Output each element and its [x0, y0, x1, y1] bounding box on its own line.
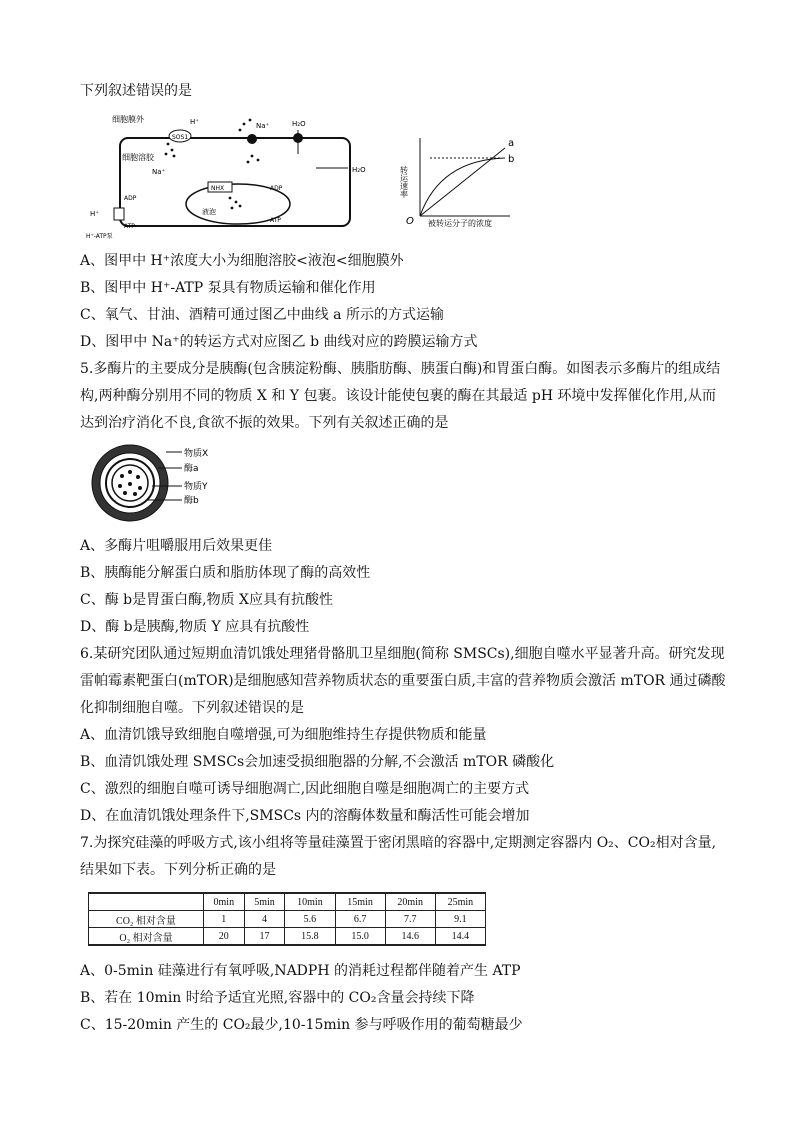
table-cell: 6.7: [335, 911, 385, 928]
q5-option-b: B、胰酶能分解蛋白质和脂肪体现了酶的高效性: [80, 565, 371, 581]
table-cell: 1: [203, 911, 244, 928]
table-header-row: [89, 893, 486, 911]
table-header-cell: 25min: [435, 893, 485, 911]
table-cell: 14.6: [385, 928, 435, 946]
label-outside: 细胞膜外: [112, 115, 144, 124]
table-cell: 17: [244, 928, 285, 946]
q5-option-c: C、酶 b是胃蛋白酶,物质 X应具有抗酸性: [80, 592, 333, 608]
table-header-cell: 20min: [385, 893, 435, 911]
q6-option-d: D、在血清饥饿处理条件下,SMSCs 内的溶酶体数量和酶活性可能会增加: [80, 808, 530, 824]
label-na-left: Na⁺: [152, 168, 166, 176]
cell-transport-diagram: [80, 108, 530, 243]
table-header-cell: [89, 893, 204, 911]
q7-option-c: C、15-20min 产生的 CO₂最少,10-15min 参与呼吸作用的葡萄糖最少: [80, 1017, 523, 1033]
table-cell: 20: [203, 928, 244, 946]
q6-option-b: B、血清饥饿处理 SMSCs会加速受损细胞器的分解,不会激活 mTOR 磷酸化: [80, 754, 555, 770]
label-h-top: H⁺: [190, 118, 199, 126]
label-origin: O: [406, 216, 414, 227]
q6-option-a: A、血清饥饿导致细胞自噬增强,可为细胞维持生存提供物质和能量: [80, 727, 487, 743]
q6-stem-1: 6.某研究团队通过短期血清饥饿处理猪骨骼肌卫星细胞(简称 SMSCs),细胞自噬水平显著升高。研究发现: [80, 646, 725, 662]
enzyme-tablet-diagram: [88, 442, 248, 524]
label-substance-x: 物质X: [184, 449, 209, 459]
q7-option-a: A、0-5min 硅藻进行有氧呼吸,NADPH 的消耗过程都伴随着产生 ATP: [80, 963, 521, 979]
q5-stem-1: 5.多酶片的主要成分是胰酶(包含胰淀粉酶、胰脂肪酶、胰蛋白酶)和胃蛋白酶。如图表示多酶片的组成结: [80, 361, 721, 377]
label-sos1: SOS1: [172, 134, 189, 141]
q4-option-d: D、图甲中 Na⁺的转运方式对应图乙 b 曲线对应的跨膜运输方式: [80, 334, 478, 350]
label-atp-left: ATP: [124, 223, 135, 230]
label-atp-vac: ATP: [270, 217, 281, 224]
label-vacuole: 液泡: [202, 208, 216, 216]
label-h2o-right: H₂O: [352, 166, 366, 174]
table-row: [89, 928, 486, 946]
label-adp-vac: ADP: [270, 185, 283, 192]
table-cell: CO₂ 相对含量: [89, 911, 204, 928]
table-row: [89, 911, 486, 928]
table-cell: 7.7: [385, 911, 435, 928]
label-enzyme-a: 酶a: [184, 464, 199, 474]
q5-option-a: A、多酶片咀嚼服用后效果更佳: [80, 538, 273, 554]
table-header-cell: 0min: [203, 893, 244, 911]
label-curve-a: a: [508, 138, 515, 149]
label-adp-left: ADP: [124, 195, 137, 202]
label-curve-b: b: [508, 154, 515, 165]
table-cell: 15.0: [335, 928, 385, 946]
label-pump: H⁺-ATP泵: [86, 233, 113, 240]
table-cell: O₂ 相对含量: [89, 928, 204, 946]
label-substance-y: 物质Y: [184, 482, 208, 492]
table-header-cell: 5min: [244, 893, 285, 911]
q6-option-c: C、激烈的细胞自噬可诱导细胞凋亡,因此细胞自噬是细胞凋亡的主要方式: [80, 781, 530, 797]
label-cytosol: 细胞溶胶: [122, 153, 154, 162]
label-h2o-top: H₂O: [292, 120, 306, 128]
label-enzyme-b: 酶b: [184, 496, 199, 506]
table-cell: 15.8: [285, 928, 335, 946]
q7-option-b: B、若在 10min 时给予适宜光照,容器中的 CO₂含量会持续下降: [80, 990, 475, 1006]
q4-option-a: A、图甲中 H⁺浓度大小为细胞溶胶<液泡<细胞膜外: [80, 253, 404, 269]
question-intro: 下列叙述错误的是: [80, 83, 192, 99]
h-atp-pump: [114, 208, 124, 220]
table-cell: 4: [244, 911, 285, 928]
q7-stem-1: 7.为探究硅藻的呼吸方式,该小组将等量硅藻置于密闭黑暗的容器中,定期测定容器内 O₂、CO₂相对含量,: [80, 835, 717, 851]
q6-stem-3: 化抑制细胞自噬。下列叙述错误的是: [80, 700, 304, 716]
q6-stem-2: 雷帕霉素靶蛋白(mTOR)是细胞感知营养物质状态的重要蛋白质,丰富的营养物质会激活 mTOR 通过磷酸: [80, 673, 726, 689]
q5-stem-2: 构,两种酶分别用不同的物质 X 和 Y 包裹。该设计能使包裹的酶在其最适 pH 环境中发挥催化作用,从而: [80, 388, 716, 404]
table-cell: 5.6: [285, 911, 335, 928]
respiration-data-table: [88, 892, 486, 946]
q7-stem-2: 结果如下表。下列分析正确的是: [80, 862, 276, 878]
table-header-cell: 15min: [335, 893, 385, 911]
graph-xlabel: 被转运分子的浓度: [428, 219, 492, 228]
label-nhx: NHX: [211, 185, 225, 192]
q4-option-b: B、图甲中 H⁺-ATP 泵具有物质运输和催化作用: [80, 280, 376, 296]
q4-option-c: C、氧气、甘油、酒精可通过图乙中曲线 a 所示的方式运输: [80, 307, 444, 323]
table-cell: 14.4: [435, 928, 485, 946]
q5-option-d: D、酶 b是胰酶,物质 Y 应具有抗酸性: [80, 619, 310, 635]
table-header-cell: 10min: [285, 893, 335, 911]
graph-ylabel: 转运速率: [399, 166, 409, 198]
table-cell: 9.1: [435, 911, 485, 928]
label-h-left: H⁺: [90, 210, 99, 218]
q5-stem-3: 达到治疗消化不良,食欲不振的效果。下列有关叙述正确的是: [80, 415, 449, 431]
label-na-top: Na⁺: [256, 122, 270, 130]
